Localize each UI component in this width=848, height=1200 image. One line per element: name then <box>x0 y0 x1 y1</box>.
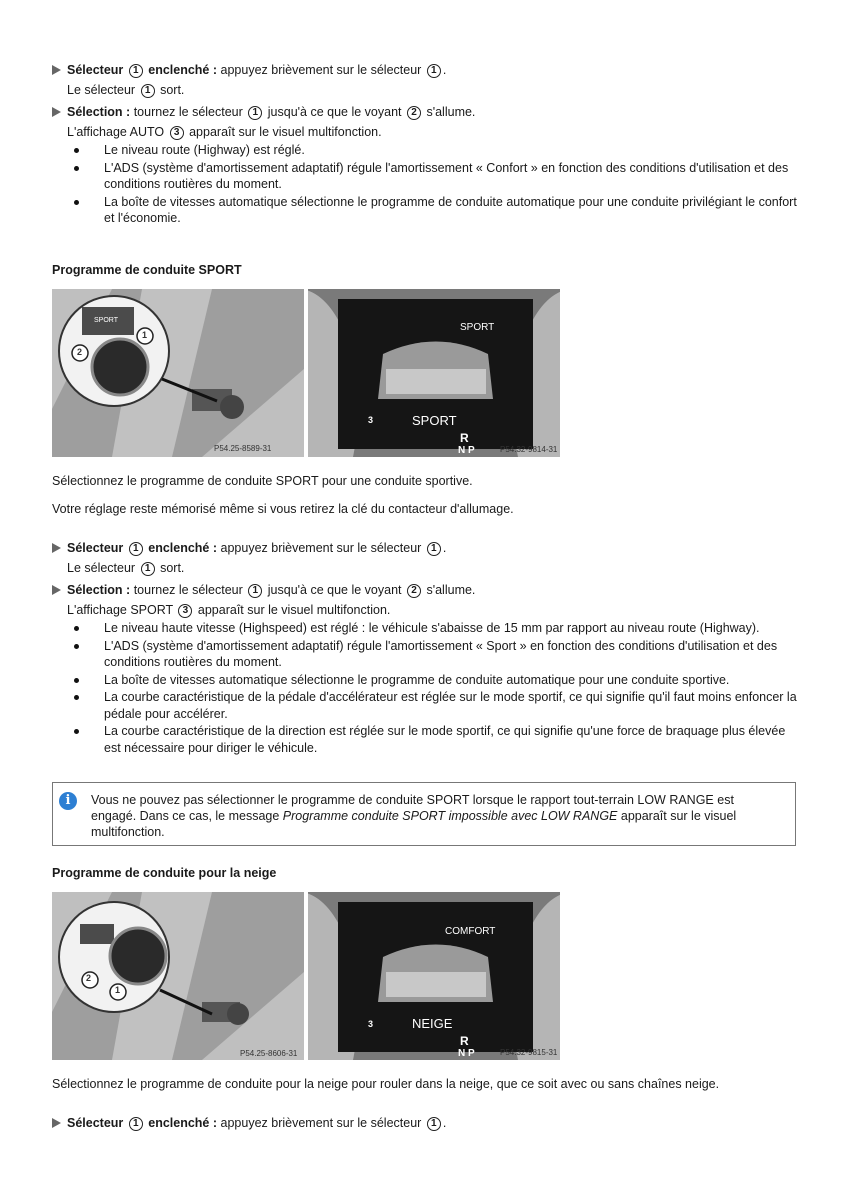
sub-display <box>67 602 390 618</box>
sub-text: Le sélecteur <box>67 83 136 97</box>
arrow-bullet-icon <box>52 543 61 553</box>
sub-display <box>67 124 382 140</box>
step-text: tournez le sélecteur <box>133 105 243 119</box>
sub-result <box>67 560 184 576</box>
info-note <box>52 782 796 846</box>
step-selection <box>52 582 475 598</box>
callout-number: 3 <box>178 604 192 618</box>
list-item: La boîte de vitesses automatique sélectionne le programme de conduite automatique pour une conduite privilégiant le confort et l'économie. <box>72 194 802 227</box>
section-heading: Programme de conduite pour la neige <box>52 866 277 880</box>
callout-1: 1 <box>115 985 121 995</box>
sub-text: apparaît sur le visuel multifonction. <box>197 603 391 617</box>
section-heading: Programme de conduite SPORT <box>52 263 242 277</box>
list-item: Le niveau haute vitesse (Highspeed) est réglé : le véhicule s'abaisse de 15 mm par rapport au niveau route (Highway). <box>72 620 802 637</box>
cluster-drawing <box>308 289 560 457</box>
callout-number: 3 <box>170 126 184 140</box>
step-label: Sélecteur <box>67 63 124 77</box>
step-selection <box>52 104 475 120</box>
info-icon: i <box>59 792 77 810</box>
figure-snow <box>52 892 560 1060</box>
callout-number: 2 <box>407 106 421 120</box>
console-illustration <box>52 289 304 457</box>
figure-code: P54.25-8606-31 <box>240 1049 298 1058</box>
sub-result <box>67 82 184 98</box>
paragraph: Sélectionnez le programme de conduite pour la neige pour rouler dans la neige, que ce soit avec ou sans chaînes neige. <box>52 1077 720 1091</box>
step-label: Sélecteur <box>67 541 124 555</box>
arrow-bullet-icon <box>52 585 61 595</box>
figure-code: P54.32-9814-31 <box>500 445 558 454</box>
info-text-part: apparaît sur le visuel multifonction. <box>91 809 737 839</box>
cluster-top-label: COMFORT <box>445 926 496 937</box>
arrow-bullet-icon <box>52 1118 61 1128</box>
gear-np: N P <box>458 1048 475 1059</box>
callout-2: 2 <box>77 347 83 357</box>
sub-text: L'affichage SPORT <box>67 603 173 617</box>
callout-number: 1 <box>141 84 155 98</box>
callout-number: 1 <box>427 542 441 556</box>
bullet-list <box>72 142 802 228</box>
step-text: appuyez brièvement sur le sélecteur <box>220 1116 422 1130</box>
list-item: L'ADS (système d'amortissement adaptatif) régule l'amortissement « Sport » en fonction des conditions d'utilisation et des conditions routières du moment. <box>72 638 802 671</box>
gear-r: R <box>460 431 469 445</box>
callout-number: 1 <box>427 64 441 78</box>
list-item: L'ADS (système d'amortissement adaptatif) régule l'amortissement « Confort » en fonction des conditions d'utilisation et des conditions routières du moment. <box>72 160 802 193</box>
step-text: appuyez brièvement sur le sélecteur <box>220 541 422 555</box>
cluster-illustration <box>308 289 560 457</box>
callout-number: 1 <box>141 562 155 576</box>
callout-number: 1 <box>129 542 143 556</box>
step-label: Sélection : <box>67 583 131 597</box>
cluster-mode-label: SPORT <box>412 413 457 428</box>
callout-number: 1 <box>129 64 143 78</box>
cluster-top-label: SPORT <box>460 322 495 333</box>
step-selector-engaged: Sélecteur 1 enclenché : appuyez brièvement sur le sélecteur 1 . <box>52 540 446 556</box>
callout-3: 3 <box>368 1019 374 1029</box>
info-message: Programme conduite SPORT impossible avec LOW RANGE <box>282 809 618 823</box>
info-text-part: Vous ne pouvez pas sélectionner le programme de conduite SPORT lorsque le rapport tout-terrain LOW RANGE est engagé. Dans ce cas, le message <box>91 793 734 823</box>
figure-code: P54.32-9815-31 <box>500 1048 558 1057</box>
console-illustration <box>52 892 304 1060</box>
sub-text: L'affichage AUTO <box>67 125 165 139</box>
step-label: Sélecteur <box>67 1116 124 1130</box>
callout-3: 3 <box>368 415 374 425</box>
sub-text: apparaît sur le visuel multifonction. <box>189 125 382 139</box>
callout-number: 1 <box>129 1117 143 1131</box>
cluster-drawing <box>308 892 560 1060</box>
sub-text: Le sélecteur <box>67 561 136 575</box>
bullet-list <box>72 620 802 757</box>
step-state: enclenché : <box>148 63 218 77</box>
cluster-illustration <box>308 892 560 1060</box>
figure-code: P54.25-8589-31 <box>214 444 272 453</box>
arrow-bullet-icon <box>52 107 61 117</box>
callout-2: 2 <box>86 973 92 983</box>
info-text <box>91 792 781 840</box>
cluster-mode-label: NEIGE <box>412 1016 453 1031</box>
step-selector-engaged: Sélecteur 1 enclenché : appuyez brièvement sur le sélecteur 1 . <box>52 1115 446 1131</box>
callout-number: 2 <box>407 584 421 598</box>
paragraph: Sélectionnez le programme de conduite SPORT pour une conduite sportive. <box>52 474 473 488</box>
step-state: enclenché : <box>148 541 218 555</box>
step-text: tournez le sélecteur <box>133 583 243 597</box>
step-text: appuyez brièvement sur le sélecteur <box>220 63 422 77</box>
sub-text: sort. <box>160 561 185 575</box>
gear-r: R <box>460 1034 469 1048</box>
sub-text: sort. <box>160 83 185 97</box>
step-selector-engaged: Sélecteur 1 enclenché : appuyez brièvement sur le sélecteur 1 . <box>52 62 446 78</box>
step-state: enclenché : <box>148 1116 218 1130</box>
gear-np: N P <box>458 445 475 456</box>
step-text: jusqu'à ce que le voyant <box>267 583 402 597</box>
step-text: jusqu'à ce que le voyant <box>267 105 402 119</box>
figure-sport <box>52 289 560 457</box>
arrow-bullet-icon <box>52 65 61 75</box>
list-item: La courbe caractéristique de la pédale d'accélérateur est réglée sur le mode sportif, ce qui signifie qu'il faut moins enfoncer la pédale pour accélérer. <box>72 689 802 722</box>
step-text: s'allume. <box>426 583 476 597</box>
step-label: Sélection : <box>67 105 131 119</box>
paragraph: Votre réglage reste mémorisé même si vous retirez la clé du contacteur d'allumage. <box>52 502 514 516</box>
list-item: La boîte de vitesses automatique sélectionne le programme de conduite automatique pour une conduite sportive. <box>72 672 802 689</box>
step-text: s'allume. <box>426 105 476 119</box>
list-item: La courbe caractéristique de la direction est réglée sur le mode sportif, ce qui signifie qu'une force de braquage plus élevée est nécessaire pour diriger le véhicule. <box>72 723 802 756</box>
callout-number: 1 <box>248 106 262 120</box>
console-drawing <box>52 289 304 457</box>
callout-number: 1 <box>248 584 262 598</box>
callout-number: 1 <box>427 1117 441 1131</box>
callout-1: 1 <box>142 330 148 340</box>
list-item: Le niveau route (Highway) est réglé. <box>72 142 802 159</box>
sport-label: SPORT <box>94 317 118 324</box>
